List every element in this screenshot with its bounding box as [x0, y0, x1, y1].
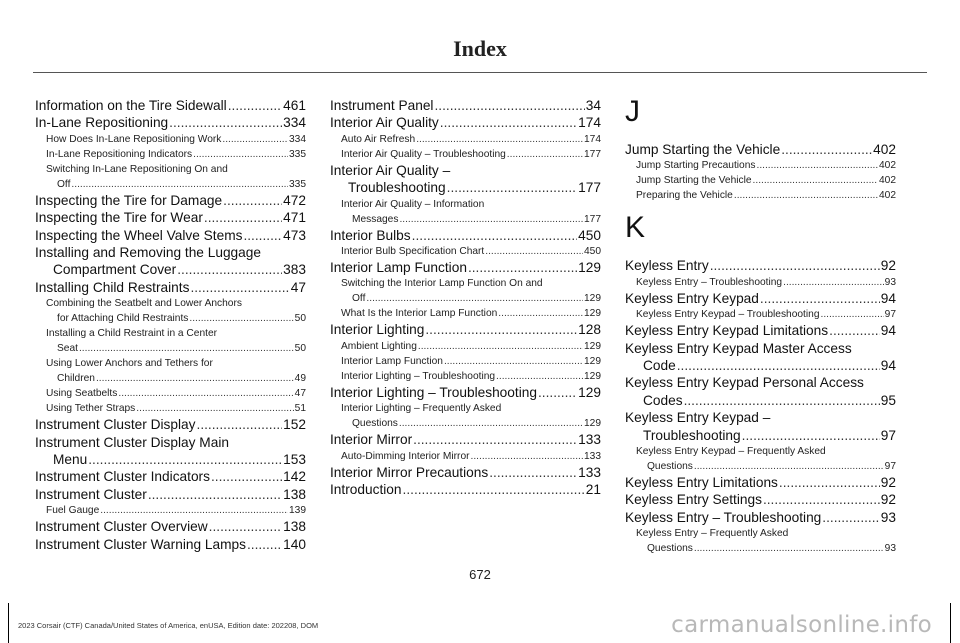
index-entry: [330, 179, 601, 196]
entry-page-number: 129: [584, 370, 601, 382]
entry-title: Instrument Panel: [330, 98, 434, 113]
dot-leader: [783, 275, 884, 290]
index-subentry: [35, 341, 306, 356]
entry-page-number: 334: [283, 115, 306, 131]
entry-page-number: 133: [578, 432, 601, 448]
index-subentry: [625, 541, 896, 556]
entry-page-number: 133: [584, 450, 601, 462]
entry-title: Interior Lighting – Troubleshooting: [330, 384, 537, 400]
index-entry: [625, 322, 896, 339]
index-subentry-heading: Installing a Child Restraint in a Center: [46, 328, 218, 340]
dot-leader: [177, 261, 282, 278]
index-column-3: [625, 97, 896, 556]
header-divider: [33, 72, 927, 73]
entry-page-number: 50: [294, 343, 306, 355]
entry-title: Instrument Cluster Display: [35, 417, 196, 433]
index-entry: [625, 357, 896, 374]
entry-title: Troubleshooting: [348, 180, 446, 196]
dot-leader: [425, 321, 577, 338]
entry-title: Inspecting the Tire for Damage: [35, 192, 223, 208]
dot-leader: [399, 416, 583, 431]
entry-title: Interior Air Quality: [330, 115, 439, 131]
entry-title: Auto Air Refresh: [341, 133, 416, 145]
index-subentry-heading: Switching In-Lane Repositioning On and: [46, 163, 228, 175]
entry-title: Fuel Gauge: [46, 505, 100, 517]
dot-leader: [496, 369, 583, 384]
dot-leader: [760, 290, 880, 307]
index-subentry: [330, 416, 601, 431]
entry-title: Using Seatbelts: [46, 388, 118, 400]
entry-title: Jump Starting the Vehicle: [636, 175, 752, 187]
dot-leader: [197, 416, 283, 433]
entry-title: Inspecting the Wheel Valve Stems: [35, 227, 243, 243]
entry-title: Auto-Dimming Interior Mirror: [341, 450, 470, 462]
dot-leader: [247, 536, 282, 553]
index-entry: [330, 321, 601, 338]
index-subentry: [330, 369, 601, 384]
dot-leader: [756, 158, 878, 173]
entry-title: Keyless Entry – Troubleshooting: [625, 509, 822, 525]
entry-title: Preparing the Vehicle: [636, 190, 733, 202]
entry-title: How Does In-Lane Repositioning Work: [46, 133, 222, 145]
entry-title: Compartment Cover: [53, 262, 177, 278]
index-subentry: [625, 275, 896, 290]
index-subentry: [625, 307, 896, 322]
crop-mark-left: [8, 603, 9, 643]
index-entry: [35, 261, 306, 278]
index-subentry: [35, 386, 306, 401]
entry-title: Keyless Entry Limitations: [625, 475, 778, 491]
dot-leader: [538, 384, 577, 401]
entry-page-number: 128: [578, 322, 601, 338]
entry-title: In-Lane Repositioning: [35, 115, 169, 131]
dot-leader: [779, 474, 880, 491]
index-entry: [330, 259, 601, 276]
index-subentry: [330, 244, 601, 259]
index-entry: [35, 451, 306, 468]
entry-page-number: 450: [578, 227, 601, 243]
index-subentry: [330, 449, 601, 464]
entry-title: Children: [57, 373, 95, 385]
section-letter: K: [625, 211, 646, 245]
dot-leader: [366, 291, 583, 306]
entry-title: Keyless Entry Keypad – Troubleshooting: [636, 309, 820, 321]
index-entry: [35, 209, 306, 226]
page-number: 672: [469, 567, 491, 582]
dot-leader: [440, 114, 577, 131]
dot-leader: [228, 97, 282, 114]
dot-leader: [243, 227, 282, 244]
entry-title: Code: [643, 358, 676, 374]
entry-page-number: 95: [880, 392, 896, 408]
index-subentry: [330, 212, 601, 227]
dot-leader: [734, 188, 878, 203]
entry-page-number: 138: [283, 519, 306, 535]
entry-page-number: 142: [283, 469, 306, 485]
entry-page-number: 139: [289, 505, 306, 517]
dot-leader: [434, 97, 584, 114]
index-entry: [35, 518, 306, 535]
index-entry: [35, 279, 306, 296]
dot-leader: [204, 209, 282, 226]
entry-page-number: 94: [880, 290, 896, 306]
dot-leader: [223, 192, 282, 209]
entry-title: Jump Starting the Vehicle: [625, 142, 781, 157]
entry-title: Interior Bulb Specification Chart: [341, 246, 485, 258]
index-subentry: [330, 354, 601, 369]
entry-title: Installing Child Restraints: [35, 279, 190, 295]
dot-leader: [193, 147, 288, 162]
dot-leader: [753, 173, 878, 188]
entry-page-number: 129: [584, 355, 601, 367]
crop-mark-right: [950, 603, 951, 643]
entry-page-number: 92: [880, 258, 896, 274]
index-subentry: [35, 132, 306, 147]
dot-leader: [148, 486, 282, 503]
entry-title: Keyless Entry Keypad Limitations: [625, 323, 829, 339]
section-letter: J: [625, 95, 640, 128]
entry-title: Interior Lamp Function: [330, 260, 467, 276]
entry-page-number: 402: [879, 175, 896, 187]
dot-leader: [222, 132, 288, 147]
dot-leader: [742, 427, 880, 444]
index-subentry: [330, 306, 601, 321]
index-subentry: [625, 459, 896, 474]
entry-page-number: 402: [879, 190, 896, 202]
entry-page-number: 93: [880, 509, 896, 525]
entry-title: Instrument Cluster Overview: [35, 519, 208, 535]
index-entry: [625, 427, 896, 444]
dot-leader: [79, 341, 294, 356]
index-subentry: [35, 371, 306, 386]
dot-leader: [416, 132, 583, 147]
index-entry: [35, 97, 306, 114]
entry-page-number: 129: [578, 384, 601, 400]
entry-page-number: 129: [578, 260, 601, 276]
dot-leader: [399, 212, 583, 227]
index-subentry-heading: Keyless Entry Keypad – Frequently Asked: [636, 446, 826, 458]
index-column-2: [330, 97, 601, 498]
entry-page-number: 177: [584, 213, 601, 225]
entry-page-number: 140: [283, 536, 306, 552]
entry-title: Messages: [352, 213, 399, 225]
entry-page-number: 174: [584, 133, 601, 145]
index-entry-heading: Keyless Entry Keypad –: [625, 410, 771, 426]
entry-title: Interior Mirror: [330, 432, 413, 448]
index-subentry-heading: Switching the Interior Lamp Function On and: [341, 278, 543, 290]
entry-page-number: 177: [578, 180, 601, 196]
entry-page-number: 94: [880, 323, 896, 339]
entry-title: Ambient Lighting: [341, 340, 417, 352]
entry-page-number: 21: [585, 482, 601, 498]
entry-title: Instrument Cluster Indicators: [35, 469, 210, 485]
index-entry: [35, 468, 306, 485]
entry-title: Off: [57, 178, 71, 190]
entry-page-number: 133: [578, 464, 601, 480]
dot-leader: [468, 259, 577, 276]
index-subentry: [330, 132, 601, 147]
index-subentry: [35, 401, 306, 416]
edition-footer: 2023 Corsair (CTF) Canada/United States of America, enUSA, Edition date: 202208, DOM: [18, 621, 319, 630]
entry-page-number: 51: [294, 403, 306, 415]
index-entry: [35, 486, 306, 503]
entry-title: In-Lane Repositioning Indicators: [46, 148, 193, 160]
entry-page-number: 92: [880, 475, 896, 491]
entry-page-number: 47: [294, 388, 306, 400]
index-entry: [625, 491, 896, 508]
entry-page-number: 153: [283, 452, 306, 468]
index-subentry: [35, 311, 306, 326]
entry-page-number: 472: [283, 192, 306, 208]
index-entry: [625, 290, 896, 307]
index-entry: [330, 97, 601, 114]
index-subentry: [330, 339, 601, 354]
index-subentry: [625, 173, 896, 188]
entry-title: Introduction: [330, 482, 402, 498]
entry-page-number: 97: [884, 461, 896, 473]
dot-leader: [677, 357, 880, 374]
entry-page-number: 93: [884, 276, 896, 288]
index-entry: [330, 227, 601, 244]
entry-title: Questions: [352, 418, 398, 430]
entry-title: Instrument Cluster: [35, 486, 147, 502]
entry-page-number: 92: [880, 492, 896, 508]
dot-leader: [829, 322, 880, 339]
index-entry: [330, 384, 601, 401]
entry-page-number: 174: [578, 115, 601, 131]
index-subentry-heading: Combining the Seatbelt and Lower Anchors: [46, 298, 242, 310]
index-column-1: [35, 97, 306, 553]
entry-title: Information on the Tire Sidewall: [35, 98, 227, 113]
entry-title: Interior Air Quality – Troubleshooting: [341, 148, 506, 160]
entry-page-number: 335: [289, 178, 306, 190]
index-entry: [625, 257, 896, 274]
dot-leader: [100, 503, 288, 518]
entry-page-number: 97: [880, 427, 896, 443]
dot-leader: [418, 339, 583, 354]
entry-page-number: 334: [289, 133, 306, 145]
dot-leader: [820, 307, 883, 322]
index-entry: [330, 464, 601, 481]
entry-page-number: 461: [283, 98, 306, 113]
entry-title: for Attaching Child Restraints: [57, 313, 189, 325]
index-subentry-heading: Keyless Entry – Frequently Asked: [636, 528, 789, 540]
dot-leader: [489, 464, 577, 481]
dot-leader: [485, 244, 583, 259]
index-entry-heading: Interior Air Quality –: [330, 162, 451, 178]
entry-page-number: 49: [294, 373, 306, 385]
index-entry: [35, 536, 306, 553]
entry-title: Using Tether Straps: [46, 403, 136, 415]
index-entry: [35, 227, 306, 244]
entry-page-number: 450: [584, 246, 601, 258]
entry-title: Interior Bulbs: [330, 227, 411, 243]
index-entry: [625, 474, 896, 491]
dot-leader: [190, 279, 289, 296]
entry-page-number: 335: [289, 148, 306, 160]
entry-page-number: 473: [283, 227, 306, 243]
entry-title: Interior Lamp Function: [341, 355, 443, 367]
dot-leader: [444, 354, 583, 369]
watermark: carmanualsonline.info: [671, 612, 932, 638]
dot-leader: [694, 459, 884, 474]
index-entry: [35, 114, 306, 131]
dot-leader: [447, 179, 578, 196]
dot-leader: [710, 257, 880, 274]
index-entry: [35, 416, 306, 433]
entry-page-number: 93: [884, 543, 896, 555]
index-subentry: [330, 147, 601, 162]
dot-leader: [403, 481, 585, 498]
index-subentry-heading: Using Lower Anchors and Tethers for: [46, 358, 213, 370]
entry-page-number: 402: [879, 160, 896, 172]
dot-leader: [822, 509, 879, 526]
dot-leader: [209, 518, 282, 535]
entry-page-number: 383: [283, 262, 306, 278]
index-entry: [330, 431, 601, 448]
dot-leader: [136, 401, 293, 416]
entry-page-number: 129: [584, 308, 601, 320]
entry-title: Keyless Entry: [625, 258, 709, 274]
dot-leader: [694, 541, 884, 556]
entry-page-number: 34: [585, 98, 601, 113]
entry-title: What Is the Interior Lamp Function: [341, 308, 498, 320]
dot-leader: [189, 311, 293, 326]
index-entry: [625, 509, 896, 526]
entry-title: Keyless Entry Settings: [625, 492, 762, 508]
entry-title: Menu: [53, 452, 88, 468]
entry-title: Inspecting the Tire for Wear: [35, 210, 203, 226]
index-entry: [625, 392, 896, 409]
entry-page-number: 50: [294, 313, 306, 325]
index-entry-heading: Keyless Entry Keypad Master Access: [625, 340, 852, 356]
entry-page-number: 177: [584, 148, 601, 160]
entry-page-number: 129: [584, 293, 601, 305]
index-subentry-heading: Interior Lighting – Frequently Asked: [341, 403, 502, 415]
dot-leader: [763, 491, 880, 508]
dot-leader: [507, 147, 583, 162]
dot-leader: [781, 141, 872, 158]
page-title: Index: [453, 36, 507, 61]
entry-title: Instrument Cluster Warning Lamps: [35, 536, 246, 552]
index-subentry: [625, 188, 896, 203]
index-subentry: [35, 177, 306, 192]
index-entry-heading: Keyless Entry Keypad Personal Access: [625, 375, 864, 391]
entry-title: Off: [352, 293, 366, 305]
dot-leader: [96, 371, 294, 386]
entry-page-number: 94: [880, 358, 896, 374]
entry-page-number: 152: [283, 417, 306, 433]
entry-title: Interior Lighting: [330, 322, 425, 338]
entry-page-number: 47: [290, 279, 306, 295]
entry-page-number: 471: [283, 210, 306, 226]
entry-page-number: 138: [283, 486, 306, 502]
index-subentry: [625, 158, 896, 173]
index-entry: [625, 141, 896, 158]
entry-page-number: 402: [873, 142, 896, 157]
index-entry: [330, 481, 601, 498]
entry-title: Seat: [57, 343, 78, 355]
index-entry-heading: Installing and Removing the Luggage: [35, 245, 262, 261]
entry-title: Keyless Entry Keypad: [625, 290, 759, 306]
dot-leader: [169, 114, 282, 131]
entry-page-number: 129: [584, 418, 601, 430]
dot-leader: [413, 431, 577, 448]
entry-title: Interior Mirror Precautions: [330, 464, 489, 480]
dot-leader: [412, 227, 578, 244]
dot-leader: [118, 386, 293, 401]
index-entry: [35, 192, 306, 209]
entry-title: Keyless Entry – Troubleshooting: [636, 276, 783, 288]
entry-title: Jump Starting Precautions: [636, 160, 756, 172]
entry-title: Questions: [647, 543, 693, 555]
entry-title: Interior Lighting – Troubleshooting: [341, 370, 496, 382]
index-entry-heading: Instrument Cluster Display Main: [35, 434, 229, 450]
dot-leader: [88, 451, 282, 468]
entry-page-number: 97: [884, 309, 896, 321]
index-subentry: [35, 503, 306, 518]
dot-leader: [684, 392, 880, 409]
dot-leader: [211, 468, 282, 485]
dot-leader: [471, 449, 584, 464]
dot-leader: [498, 306, 583, 321]
index-subentry-heading: Interior Air Quality – Information: [341, 198, 485, 210]
index-entry: [330, 114, 601, 131]
entry-page-number: 129: [584, 340, 601, 352]
entry-title: Questions: [647, 461, 693, 473]
index-subentry: [35, 147, 306, 162]
entry-title: Troubleshooting: [643, 427, 741, 443]
entry-title: Codes: [643, 392, 683, 408]
dot-leader: [71, 177, 288, 192]
index-subentry: [330, 291, 601, 306]
